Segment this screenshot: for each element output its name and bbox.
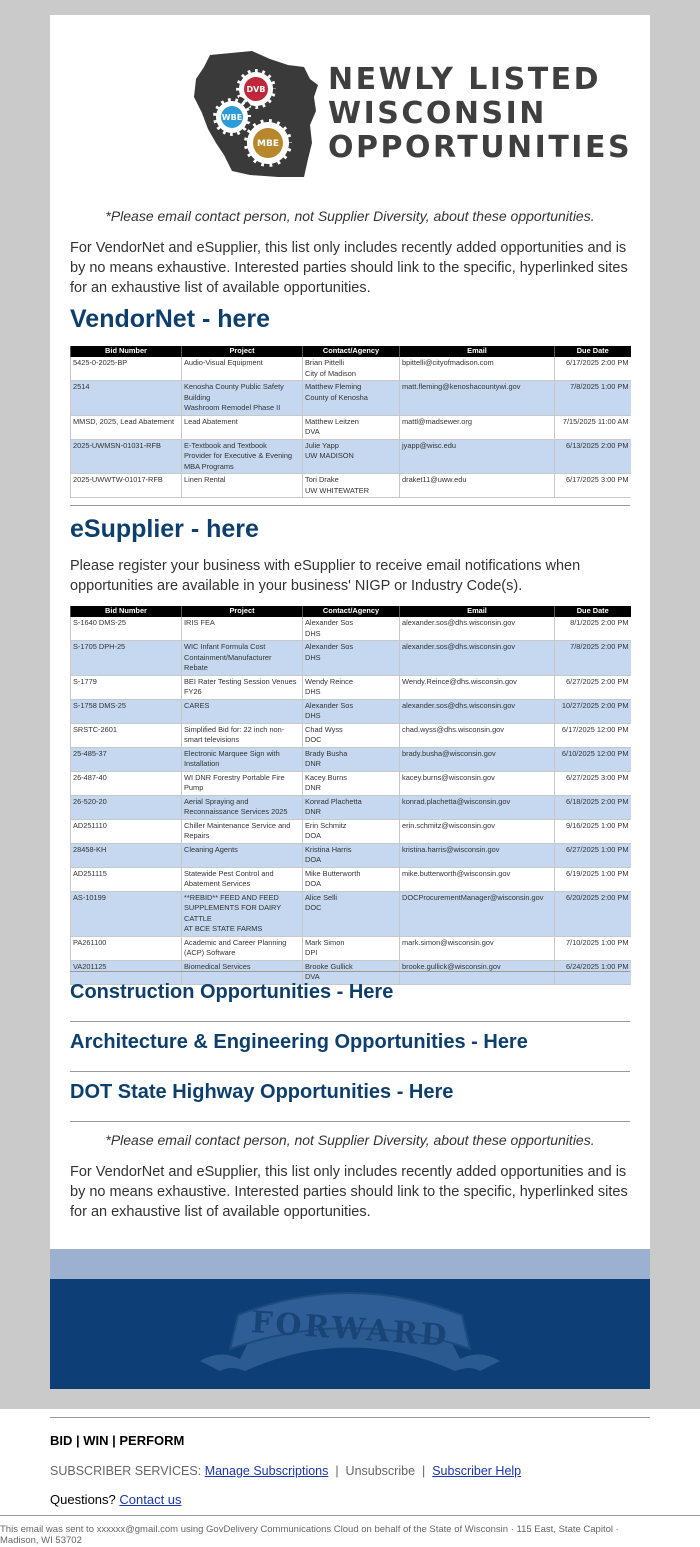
divider: [50, 1417, 650, 1418]
logo-line-1: NEWLY LISTED: [328, 62, 602, 97]
project-line: Pump: [184, 783, 204, 792]
divider: [0, 1515, 700, 1516]
contact-line: Brooke Gullick: [305, 961, 353, 971]
bid-number-cell: MMSD, 2025, Lead Abatement: [71, 415, 182, 439]
project-line: FY26: [184, 687, 202, 696]
table-row: [71, 415, 631, 439]
project-line: **REBID** FEED AND FEED: [184, 892, 279, 902]
table-row: [71, 867, 631, 891]
bid-number-cell: VA201125: [71, 960, 182, 984]
separator: |: [418, 1464, 429, 1478]
project-line: Provider for Executive & Evening: [184, 451, 293, 460]
column-header: Contact/Agency: [303, 346, 400, 357]
construction-link[interactable]: Construction Opportunities - Here: [70, 981, 394, 1003]
bid-number-cell: 28458-KH: [71, 843, 182, 867]
project-cell: [182, 747, 303, 771]
column-header: Contact/Agency: [303, 606, 400, 617]
questions-label: Questions?: [50, 1492, 116, 1507]
due-date-cell: 7/8/2025 2:00 PM: [555, 641, 631, 676]
table-row: [71, 699, 631, 723]
svg-text:DVB: DVB: [246, 85, 266, 94]
subscriber-help-link[interactable]: Subscriber Help: [432, 1464, 522, 1478]
sent-notice: This email was sent to xxxxxx@gmail.com using GovDelivery Communications Cloud on behalf of the State of Wisconsin · 115 East, State Capitol · Madison, WI 53702: [0, 1524, 619, 1546]
due-date-cell: 6/27/2025 2:00 PM: [555, 675, 631, 699]
contact-cell: [303, 819, 400, 843]
contact-line: Mike Butterworth: [305, 868, 361, 878]
contact-line: DHS: [305, 628, 321, 638]
contact-line: DPI: [305, 948, 318, 957]
due-date-cell: 6/20/2025 2:00 PM: [555, 891, 631, 936]
due-date-cell: 6/17/2025 3:00 PM: [555, 474, 631, 498]
contact-cell: [303, 867, 400, 891]
intro-paragraph: For VendorNet and eSupplier, this list only includes recently added opportunities and is by no means exhaustive. Interested parties should link to the specific, hyperlinked sites for an exhaustive list of available opportunities.: [70, 240, 628, 296]
project-line: Washroom Remodel Phase II: [184, 403, 281, 412]
email-cell[interactable]: matt.fleming@kenoshacountywi.gov: [400, 381, 555, 416]
project-line: Kenosha County Public Safety: [184, 382, 284, 391]
due-date-cell: 7/8/2025 1:00 PM: [555, 381, 631, 416]
project-line: Containment/Manufacturer: [184, 652, 272, 662]
bid-number-cell: 26-520-20: [71, 795, 182, 819]
table-row: [71, 795, 631, 819]
contact-line: Brady Busha: [305, 748, 348, 758]
bid-number-cell: 2514: [71, 381, 182, 416]
project-line: Biomedical Services: [184, 961, 251, 971]
contact-line: DHS: [305, 711, 321, 720]
project-line: Repairs: [184, 831, 210, 840]
column-header: Due Date: [555, 346, 631, 357]
email-cell[interactable]: kristina.harris@wisconsin.gov: [400, 843, 555, 867]
contact-cell: [303, 699, 400, 723]
contact-line: Wendy Reince: [305, 676, 353, 686]
contact-line: Julie Yapp: [305, 440, 339, 450]
contact-cell: [303, 891, 400, 936]
contact-note: *Please email contact person, not Supplier Diversity, about these opportunities.: [105, 208, 595, 224]
column-header: Due Date: [555, 606, 631, 617]
contact-line: UW WHITEWATER: [305, 485, 370, 495]
table-row: [71, 641, 631, 676]
email-cell[interactable]: mike.butterworth@wisconsin.gov: [400, 867, 555, 891]
contact-line: DHS: [305, 652, 321, 662]
contact-line: DOC: [305, 903, 322, 912]
email-cell[interactable]: mattl@madsewer.org: [400, 415, 555, 439]
bid-number-cell: PA261100: [71, 936, 182, 960]
project-line: BEI Rater Testing Session Venues: [184, 676, 297, 686]
contact-line: DNR: [305, 759, 322, 768]
contact-cell: [303, 936, 400, 960]
table-row: [71, 747, 631, 771]
email-cell[interactable]: Wendy.Reince@dhs.wisconsin.gov: [400, 675, 555, 699]
wbe-gear: [213, 98, 251, 136]
due-date-cell: 6/17/2025 2:00 PM: [555, 357, 631, 381]
mbe-gear: [244, 119, 292, 167]
column-header: Project: [182, 606, 303, 617]
email-cell[interactable]: bpittelli@cityofmadison.com: [400, 357, 555, 381]
esupplier-link[interactable]: eSupplier - here: [70, 515, 259, 543]
contact-line: Chad Wyss: [305, 724, 343, 734]
divider: [70, 1021, 630, 1022]
due-date-cell: 7/10/2025 1:00 PM: [555, 936, 631, 960]
contact-line: Alexander Sos: [305, 700, 354, 710]
architecture-link[interactable]: Architecture & Engineering Opportunities - Here: [70, 1031, 528, 1053]
svg-text:FORWARD: FORWARD: [249, 1305, 451, 1354]
logo: [192, 45, 633, 185]
contact-line: County of Kenosha: [305, 392, 368, 402]
project-line: (ACP) Software: [184, 948, 236, 957]
table-row: [71, 617, 631, 641]
contact-line: Mark Simon: [305, 937, 345, 947]
project-cell: [182, 675, 303, 699]
table-header: [71, 346, 631, 357]
divider: [70, 505, 630, 506]
project-line: SUPPLEMENTS FOR DAIRY CATTLE: [184, 903, 282, 923]
project-line: Lead Abatement: [184, 416, 238, 426]
project-line: CARES: [184, 700, 210, 710]
contact-cell: [303, 439, 400, 474]
contact-line: Matthew Leitzen: [305, 416, 359, 426]
dot-link[interactable]: DOT State Highway Opportunities - Here: [70, 1081, 454, 1103]
separator: |: [331, 1464, 343, 1478]
project-cell: [182, 771, 303, 795]
contact-line: DOA: [305, 831, 322, 840]
forward-ribbon-icon: [50, 1279, 650, 1389]
footer: [0, 1409, 700, 1547]
contact-line: Alexander Sos: [305, 642, 354, 651]
project-cell: [182, 381, 303, 416]
vendornet-link[interactable]: VendorNet - here: [70, 305, 271, 333]
project-line: WIC Infant Formula Cost: [184, 642, 266, 651]
project-cell: [182, 891, 303, 936]
project-cell: [182, 795, 303, 819]
table-header: [71, 606, 631, 617]
contact-cell: [303, 747, 400, 771]
questions: [50, 1492, 182, 1507]
project-line: Linen Rental: [184, 475, 226, 484]
divider: [70, 971, 630, 972]
email-cell[interactable]: DOCProcurementManager@wisconsin.gov: [400, 891, 555, 936]
project-line: IRIS FEA: [184, 618, 215, 627]
contact-line: DHS: [305, 687, 321, 696]
due-date-cell: 6/27/2025 1:00 PM: [555, 843, 631, 867]
due-date-cell: 9/16/2025 1:00 PM: [555, 819, 631, 843]
contact-line: Alexander Sos: [305, 618, 354, 627]
table-row: [71, 723, 631, 747]
bid-number-cell: SRSTC-2601: [71, 723, 182, 747]
project-line: E-Textbook and Textbook: [184, 440, 267, 450]
logo-title: [328, 62, 633, 165]
email-cell[interactable]: mark.simon@wisconsin.gov: [400, 936, 555, 960]
email-cell[interactable]: chad.wyss@dhs.wisconsin.gov: [400, 723, 555, 747]
project-cell: [182, 617, 303, 641]
project-line: Statewide Pest Control and: [184, 868, 274, 878]
bid-number-cell: 25-485-37: [71, 747, 182, 771]
subscriber-services: [50, 1464, 521, 1478]
project-line: Chiller Maintenance Service and: [184, 820, 291, 830]
contact-cell: [303, 474, 400, 498]
architecture-heading: [70, 1031, 528, 1054]
email-cell[interactable]: brady.busha@wisconsin.gov: [400, 747, 555, 771]
due-date-cell: 6/13/2025 2:00 PM: [555, 439, 631, 474]
contact-cell: [303, 415, 400, 439]
vendornet-table: [70, 346, 631, 498]
contact-cell: [303, 675, 400, 699]
table-row: [71, 843, 631, 867]
project-line: MBA Programs: [184, 461, 234, 471]
project-line: Electronic Marquee Sign with: [184, 748, 280, 758]
email-cell[interactable]: konrad.plachetta@wisconsin.gov: [400, 795, 555, 819]
tagline: BID | WIN | PERFORM: [50, 1433, 185, 1448]
bid-number-cell: 2025-UWMSN-01031-RFB: [71, 439, 182, 474]
table-row: [71, 439, 631, 474]
contact-cell: [303, 617, 400, 641]
table-row: [71, 771, 631, 795]
column-header: Bid Number: [71, 606, 182, 617]
project-cell: [182, 641, 303, 676]
svg-text:WBE: WBE: [221, 113, 243, 122]
dot-heading: [70, 1081, 453, 1104]
table-row: [71, 891, 631, 936]
project-cell: [182, 867, 303, 891]
esupplier-table: [70, 606, 631, 985]
due-date-cell: 6/10/2025 12:00 PM: [555, 747, 631, 771]
divider: [70, 1071, 630, 1072]
contact-line: Erin Schmitz: [305, 820, 347, 830]
due-date-cell: 10/27/2025 2:00 PM: [555, 699, 631, 723]
project-line: smart televisions: [184, 735, 240, 744]
column-header: Email: [400, 346, 555, 357]
contact-note-bottom: *Please email contact person, not Supplier Diversity, about these opportunities.: [105, 1132, 595, 1148]
project-line: WI DNR Forestry Portable Fire: [184, 772, 285, 782]
table-row: [71, 474, 631, 498]
project-cell: [182, 723, 303, 747]
email-cell[interactable]: kacey.burns@wisconsin.gov: [400, 771, 555, 795]
due-date-cell: 6/27/2025 3:00 PM: [555, 771, 631, 795]
contact-cell: [303, 723, 400, 747]
column-header: Project: [182, 346, 303, 357]
contact-line: DOC: [305, 735, 322, 744]
table-row: [71, 357, 631, 381]
project-cell: [182, 357, 303, 381]
outro-paragraph: For VendorNet and eSupplier, this list only includes recently added opportunities and is by no means exhaustive. Interested parties should link to the specific, hyperlinked sites for an exhaustive list of available opportunities.: [70, 1164, 628, 1220]
bid-number-cell: 26-487-40: [71, 771, 182, 795]
table-row: [71, 936, 631, 960]
contact-cell: [303, 795, 400, 819]
project-cell: [182, 415, 303, 439]
subscriber-services-label: SUBSCRIBER SERVICES:: [50, 1464, 202, 1478]
email-cell[interactable]: alexander.sos@dhs.wisconsin.gov: [400, 641, 555, 676]
vendornet-heading: [70, 305, 270, 334]
contact-cell: [303, 381, 400, 416]
contact-line: City of Madison: [305, 368, 356, 378]
contact-cell: [303, 357, 400, 381]
bid-number-cell: 5425-0-2025-BP: [71, 357, 182, 381]
email-cell[interactable]: draket11@uww.edu: [400, 474, 555, 498]
table-row: [71, 675, 631, 699]
project-line: Simplified Bid for: 22 inch non-: [184, 724, 285, 734]
contact-line: Tori Drake: [305, 475, 339, 484]
bid-number-cell: S-1779: [71, 675, 182, 699]
email-cell[interactable]: alexander.sos@dhs.wisconsin.gov: [400, 699, 555, 723]
contact-line: DNR: [305, 783, 322, 792]
due-date-cell: 8/1/2025 2:00 PM: [555, 617, 631, 641]
project-cell: [182, 936, 303, 960]
project-line: Reconnaissance Services 2025: [184, 807, 288, 816]
esupplier-heading: [70, 515, 259, 544]
project-line: Audio-Visual Equipment: [184, 358, 263, 367]
bid-number-cell: AD251110: [71, 819, 182, 843]
due-date-cell: 6/17/2025 12:00 PM: [555, 723, 631, 747]
project-cell: [182, 439, 303, 474]
column-header: Bid Number: [71, 346, 182, 357]
email-card: [50, 15, 650, 1249]
forward-banner: [50, 1279, 650, 1389]
contact-cell: [303, 771, 400, 795]
contact-line: DOA: [305, 855, 322, 864]
email-cell[interactable]: alexander.sos@dhs.wisconsin.gov: [400, 617, 555, 641]
project-line: Building: [184, 392, 211, 402]
due-date-cell: 6/19/2025 1:00 PM: [555, 867, 631, 891]
contact-line: Alice Selli: [305, 892, 338, 902]
manage-subscriptions-link[interactable]: Manage Subscriptions: [204, 1464, 329, 1478]
contact-line: DVA: [305, 972, 320, 981]
contact-line: Kacey Burns: [305, 772, 347, 782]
bid-number-cell: S-1758 DMS-25: [71, 699, 182, 723]
contact-line: DNR: [305, 807, 322, 816]
construction-heading: [70, 981, 393, 1004]
svg-text:MBE: MBE: [257, 139, 279, 149]
bid-number-cell: S-1640 DMS-25: [71, 617, 182, 641]
contact-cell: [303, 843, 400, 867]
project-line: Installation: [184, 759, 220, 768]
email-cell[interactable]: jyapp@wisc.edu: [400, 439, 555, 474]
due-date-cell: 6/18/2025 2:00 PM: [555, 795, 631, 819]
contact-line: Brian Pittelli: [305, 358, 345, 367]
column-header: Email: [400, 606, 555, 617]
contact-cell: [303, 641, 400, 676]
contact-line: Matthew Fleming: [305, 382, 362, 391]
project-cell: [182, 819, 303, 843]
logo-line-3: OPPORTUNITIES: [328, 130, 633, 165]
wisconsin-map-icon: [192, 45, 332, 185]
contact-line: UW MADISON: [305, 451, 354, 460]
contact-us-link[interactable]: Contact us: [119, 1492, 182, 1507]
email-cell[interactable]: erin.schmitz@wisconsin.gov: [400, 819, 555, 843]
unsubscribe-link[interactable]: Unsubscribe: [345, 1464, 416, 1478]
project-cell: [182, 843, 303, 867]
esupplier-intro: Please register your business with eSupplier to receive email notifications when opportunities are available in your business' NIGP or Industry Code(s).: [70, 558, 581, 594]
project-line: Abatement Services: [184, 879, 251, 888]
contact-line: Konrad Plachetta: [305, 796, 362, 806]
contact-line: DVA: [305, 427, 320, 436]
email-cell[interactable]: brooke.gullick@wisconsin.gov: [400, 960, 555, 984]
bid-number-cell: AS-10199: [71, 891, 182, 936]
table-row: [71, 381, 631, 416]
bid-number-cell: 2025-UWWTW-01017-RFB: [71, 474, 182, 498]
banner-strip: [50, 1249, 650, 1279]
table-row: [71, 819, 631, 843]
bid-number-cell: AD251115: [71, 867, 182, 891]
project-line: AT BCE STATE FARMS: [184, 924, 263, 933]
logo-line-2: WISCONSIN: [328, 96, 547, 131]
project-cell: [182, 474, 303, 498]
project-cell: [182, 699, 303, 723]
due-date-cell: 7/15/2025 11:00 AM: [555, 415, 631, 439]
project-line: Cleaning Agents: [184, 844, 238, 854]
contact-line: Kristina Harris: [305, 844, 352, 854]
due-date-cell: 6/24/2025 1:00 PM: [555, 960, 631, 984]
project-line: Aerial Spraying and: [184, 796, 249, 806]
contact-line: DOA: [305, 879, 322, 888]
bid-number-cell: S-1705 DPH-25: [71, 641, 182, 676]
divider: [70, 1121, 630, 1122]
project-line: Rebate: [184, 663, 208, 672]
project-line: Academic and Career Planning: [184, 937, 287, 947]
